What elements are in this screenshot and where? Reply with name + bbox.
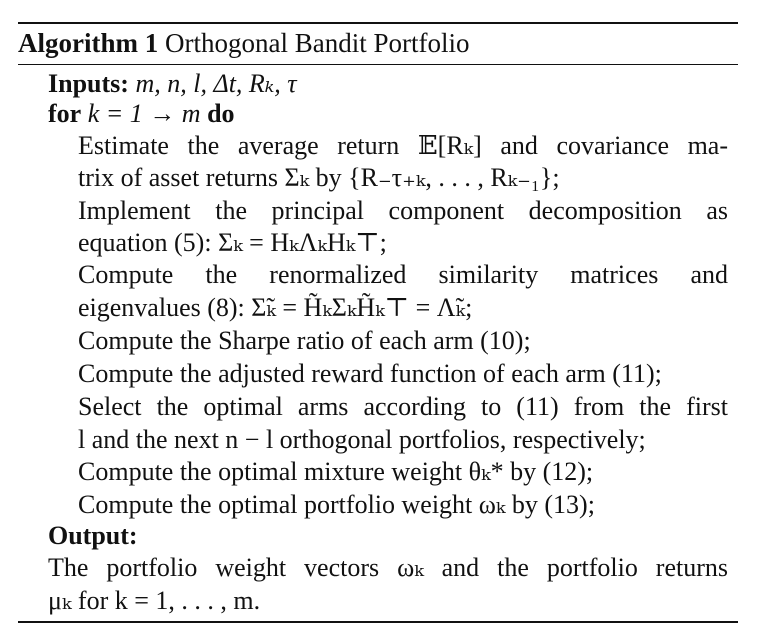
inputs-label: Inputs: [48,69,129,98]
step-line: equation (5): Σₖ = HₖΛₖHₖ⊤; [78,228,387,257]
step-line: trix of asset returns Σₖ by {R₋τ₊ₖ, . . . , Rₖ₋₁}; [78,163,560,192]
for-line [48,98,235,129]
output-line: The portfolio weight vectors ωₖ and the portfolio returns [48,553,728,582]
output-label [48,520,138,551]
step-line: Compute the optimal portfolio weight ωₖ by (13); [78,490,595,519]
for-keyword: for [48,99,82,128]
inputs-line [48,68,297,99]
step-line: Compute the renormalized similarity matrices and [78,260,728,289]
output-label-text: Output: [48,521,138,550]
do-keyword: do [207,99,235,128]
algorithm-label: Algorithm 1 [18,28,159,58]
step-line: eigenvalues (8): Σ̃ₖ = H̃ₖΣₖH̃ₖ⊤ = Λ̃ₖ; [78,293,473,322]
algorithm-title [18,27,738,60]
inputs-value: m, n, l, Δt, Rₖ, τ [135,69,297,98]
step-line: Select the optimal arms according to (11) from the first [78,392,728,421]
bottom-rule [18,621,738,623]
step-line: Compute the Sharpe ratio of each arm (10); [78,326,531,355]
step-line: Compute the adjusted reward function of each arm (11); [78,359,662,388]
step-line: Estimate the average return 𝔼[Rₖ] and covariance ma- [78,131,728,160]
for-range: k = 1 → m [87,99,201,128]
step-line: Implement the principal component decomposition as [78,196,728,225]
top-rule [18,22,738,24]
step-line: l and the next n − l orthogonal portfolios, respectively; [78,425,646,454]
step-line: Compute the optimal mixture weight θₖ* by (12); [78,457,594,486]
header-rule [18,64,738,65]
output-line: μₖ for k = 1, . . . , m. [48,586,261,615]
algorithm-name: Orthogonal Bandit Portfolio [164,28,470,58]
